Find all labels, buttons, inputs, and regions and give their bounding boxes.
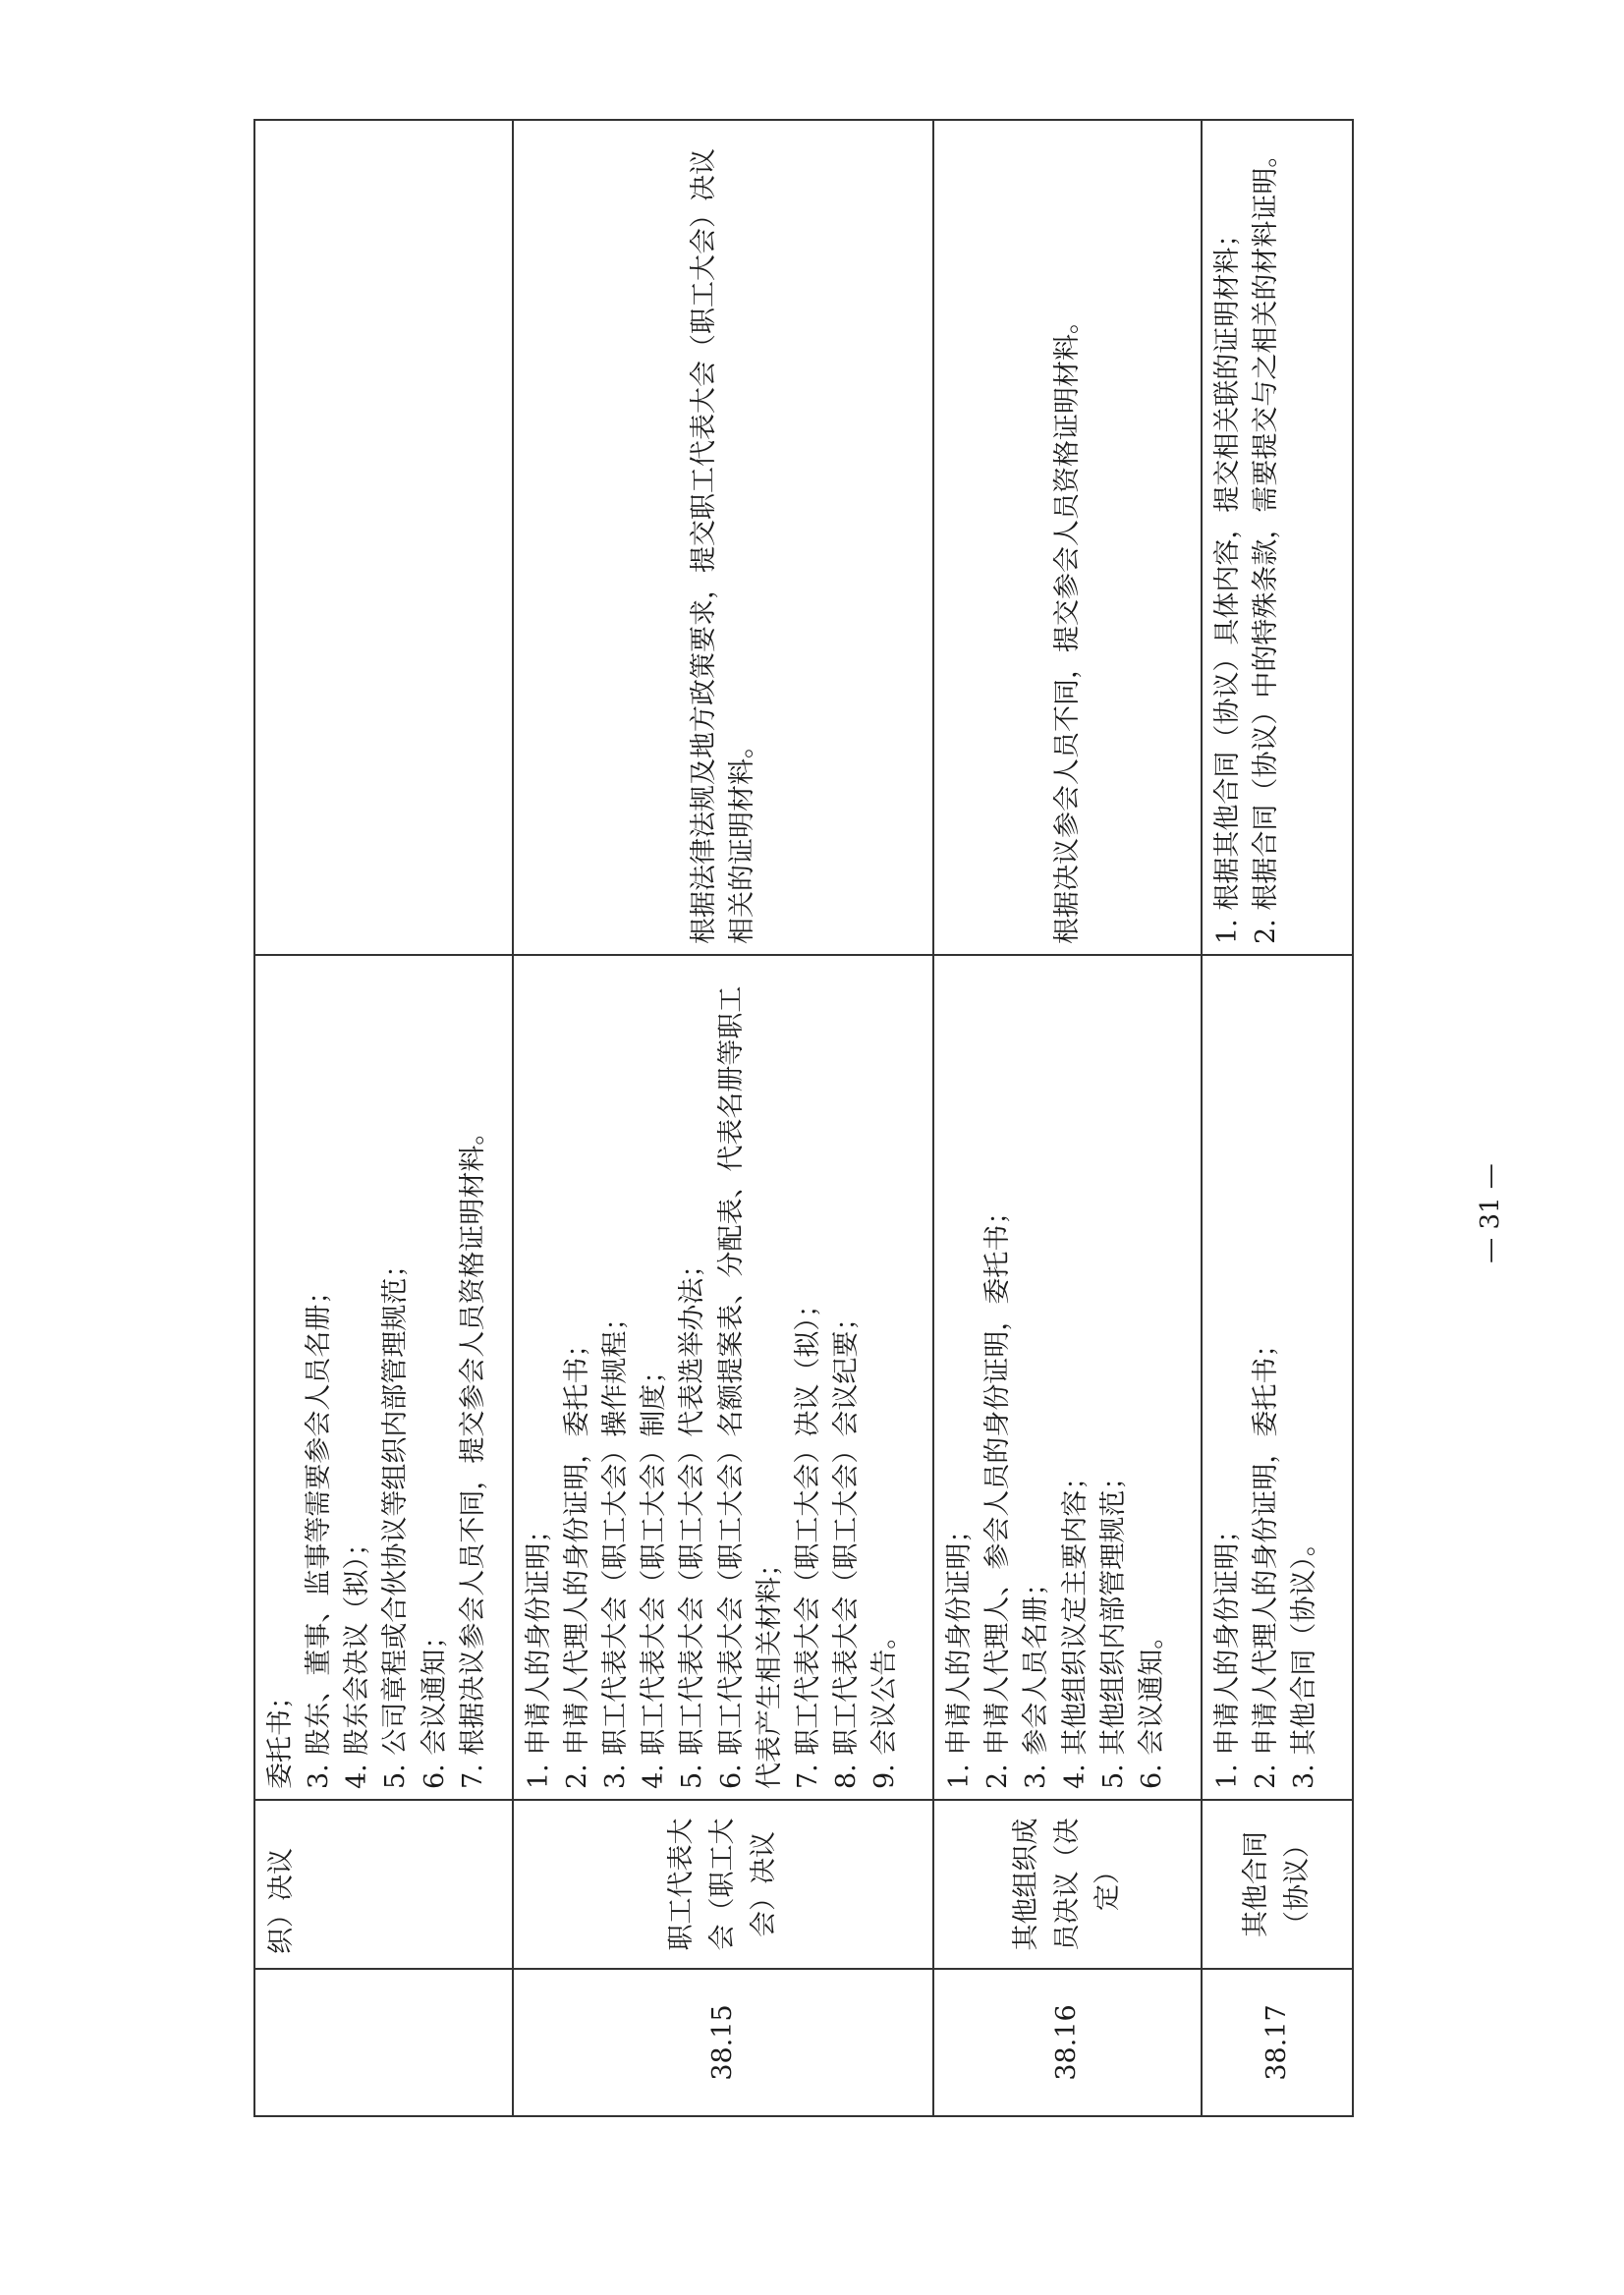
material-item: 7. 根据决议参会人员不同，提交参会人员资格证明材料。 — [457, 1118, 488, 1789]
rotated-page-content — [253, 121, 1354, 2117]
material-item: 3. 其他合同（协议）。 — [1289, 1530, 1320, 1789]
materials-cell — [513, 955, 933, 1800]
material-item: 6. 会议通知； — [419, 1622, 450, 1789]
material-item: 6. 职工代表大会（职工大会）名额提案表、分配表、代表名册等职工代表产生相关材料； — [715, 985, 785, 1789]
note-cell: 根据法律法规及地方政策要求，提交职工代表大会（职工大会）决议相关的证明材料。 — [513, 120, 933, 955]
material-item: 4. 其他组织议定主要内容； — [1059, 1463, 1091, 1789]
notary-materials-table — [253, 119, 1354, 2117]
material-item: 3. 职工代表大会（职工大会）操作规程； — [600, 1304, 632, 1789]
item-name-cell: 其他合同（协议） — [1202, 1800, 1353, 1969]
material-item: 4. 股东会决议（拟）； — [342, 1530, 373, 1789]
item-name-cell: 织）决议 — [254, 1800, 513, 1969]
material-item: 1. 申请人的身份证明； — [523, 1516, 554, 1789]
table-row — [513, 120, 933, 2116]
material-item: 5. 公司章程或合伙协议等组织内部管理规范； — [380, 1251, 412, 1789]
item-number-cell — [254, 1969, 513, 2116]
material-item: 2. 申请人代理人的身份证明，委托书； — [1250, 1330, 1281, 1789]
item-name-cell: 其他组织成员决议（决定） — [933, 1800, 1202, 1969]
material-item: 9. 会议公告。 — [869, 1622, 901, 1789]
material-item: 3. 股东、董事、监事等需要参会人员名册； — [304, 1277, 335, 1789]
table-row — [933, 120, 1202, 2116]
material-item: 5. 职工代表大会（职工大会）代表选举办法； — [677, 1251, 708, 1789]
material-item: 5. 其他组织内部管理规范； — [1097, 1463, 1129, 1789]
note-item: 1. 根据其他合同（协议）具体内容，提交相关联的证明材料； — [1211, 220, 1243, 944]
material-item: 4. 职工代表大会（职工大会）制度； — [639, 1357, 670, 1789]
note-cell — [1202, 120, 1353, 955]
note-cell — [254, 120, 513, 955]
material-item: 委托书； — [265, 1683, 296, 1789]
materials-cell — [1202, 955, 1353, 1800]
materials-cell — [933, 955, 1202, 1800]
material-item: 1. 申请人的身份证明； — [944, 1516, 976, 1789]
note-item: 2. 根据合同（协议）中的特殊条款，需要提交与之相关的材料证明。 — [1250, 140, 1281, 944]
materials-cell — [254, 955, 513, 1800]
item-name-cell: 职工代表大会（职工大会）决议 — [513, 1800, 933, 1969]
note-cell: 根据决议参会人员不同，提交参会人员资格证明材料。 — [933, 120, 1202, 955]
item-number-cell: 38.17 — [1202, 1969, 1353, 2116]
page-number — [1471, 1149, 1510, 1277]
material-item: 1. 申请人的身份证明； — [1211, 1516, 1243, 1789]
material-item: 2. 申请人代理人的身份证明，委托书； — [562, 1330, 593, 1789]
item-number-cell: 38.16 — [933, 1969, 1202, 2116]
material-item: 7. 职工代表大会（职工大会）决议（拟）； — [792, 1291, 823, 1789]
item-number-cell: 38.15 — [513, 1969, 933, 2116]
page-number-text: — 31 — — [1476, 1163, 1505, 1263]
material-item: 6. 会议通知。 — [1136, 1622, 1167, 1789]
table-row — [254, 120, 513, 2116]
table-row — [1202, 120, 1353, 2116]
material-item: 8. 职工代表大会（职工大会）会议纪要； — [831, 1304, 863, 1789]
material-item: 2. 申请人代理人、参会人员的身份证明，委托书； — [982, 1198, 1014, 1789]
material-item: 3. 参会人员名册； — [1021, 1569, 1052, 1789]
